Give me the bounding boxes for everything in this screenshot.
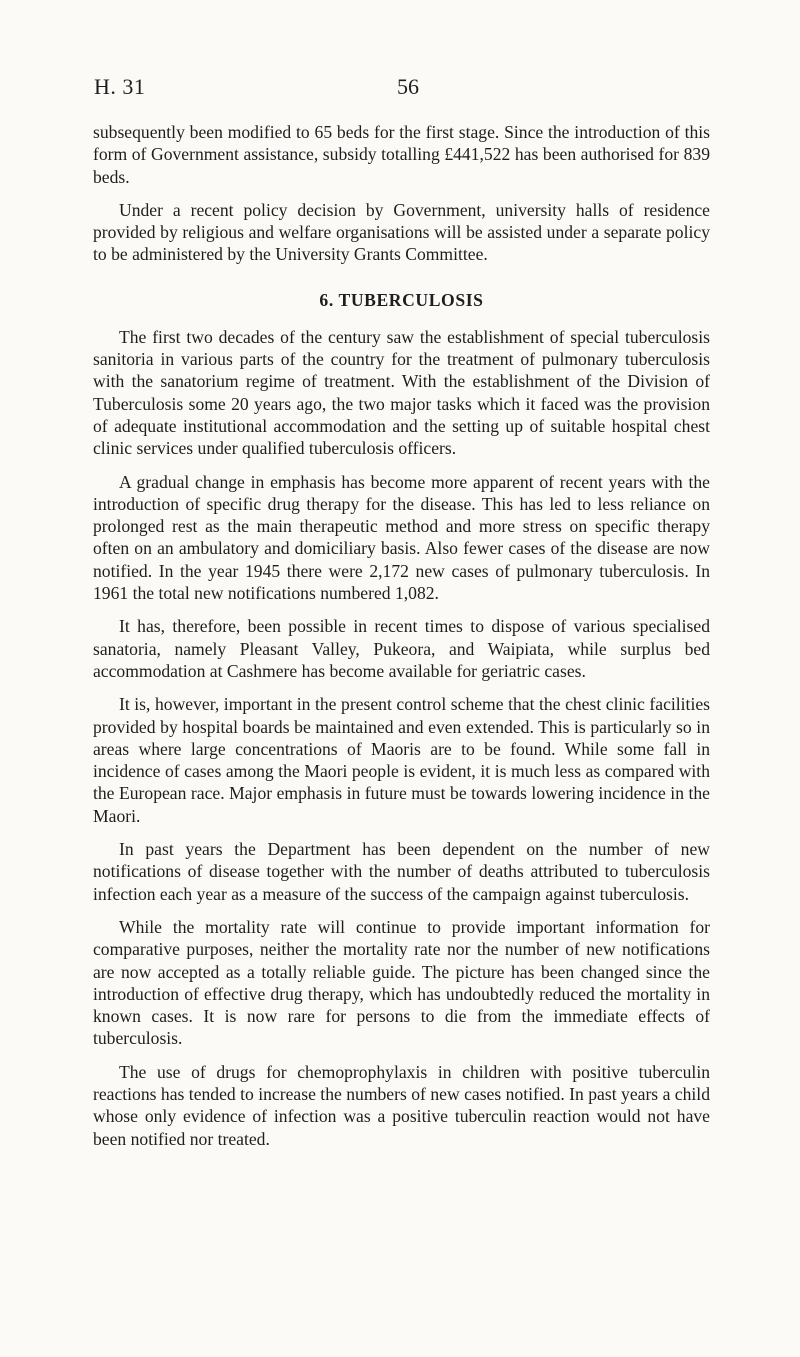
paragraph: While the mortality rate will continue to provide important information for comparative purposes, neither the mortality rate nor the number of new notifications are now accepted as a totally reliable guide. The picture has been changed since the introduction of effective drug therapy, which has undoubtedly reduced the mortality in known cases. It is now rare for persons to die from the immediate effects of tuberculosis.: [93, 916, 710, 1049]
paragraph: In past years the Department has been dependent on the number of new notifications of disease together with the number of deaths attributed to tuberculosis infection each year as a measure of the success of the campaign against tuberculosis.: [93, 839, 710, 904]
body-text: [93, 121, 710, 1161]
paragraph: It is, however, important in the present control scheme that the chest clinic facilities provided by hospital boards be maintained and even extended. This is particularly so in areas where large concentrations of Maoris are to be found. While some fall in incidence of cases among the Maori people is evident, it is much less as compared with the European race. Major emphasis in future must be towards lowering incidence in the Maori.: [93, 694, 710, 826]
page-number: 56: [397, 74, 419, 99]
paragraph-university-halls: Under a recent policy decision by Government, university halls of residence provided by religious and welfare organisations will be assisted under a separate policy to be administered by the University Grants Committee.: [93, 199, 710, 265]
page-header: [94, 74, 706, 104]
paragraph: A gradual change in emphasis has become more apparent of recent years with the introduction of specific drug therapy for the disease. This has led to less reliance on prolonged rest as the main therapeutic method and more stress on specific therapy often on an ambulatory and domiciliary basis. Also fewer cases of the disease are now notified. In the year 1945 there were 2,172 new cases of pulmonary tuberculosis. In 1961 the total new notifications numbered 1,082.: [93, 471, 710, 604]
paragraph: The first two decades of the century saw the establishment of special tuberculosis sanitoria in various parts of the country for the treatment of pulmonary tuberculosis with the sanatorium regime of treatment. With the establishment of the Division of Tuberculosis some 20 years ago, the two major tasks which it faced was the provision of adequate institutional accommodation and the setting up of suitable hospital chest clinic services under qualified tuberculosis officers.: [93, 326, 710, 459]
paragraph: It has, therefore, been possible in recent times to dispose of various specialised sanatoria, namely Pleasant Valley, Pukeora, and Waipiata, while surplus bed accommodation at Cashmere has become available for geriatric cases.: [93, 616, 710, 681]
document-reference: H. 31: [94, 74, 146, 99]
paragraph-continuation: subsequently been modified to 65 beds for the first stage. Since the introduction of this form of Government assistance, subsidy totalling £441,522 has been authorised for 839 beds.: [93, 122, 710, 187]
paragraph: The use of drugs for chemoprophylaxis in children with positive tuberculin reactions has tended to increase the numbers of new cases notified. In past years a child whose only evidence of infection was a positive tuberculin reaction would not have been notified nor treated.: [93, 1061, 710, 1149]
section-heading-tuberculosis: 6. TUBERCULOSIS: [319, 289, 484, 310]
